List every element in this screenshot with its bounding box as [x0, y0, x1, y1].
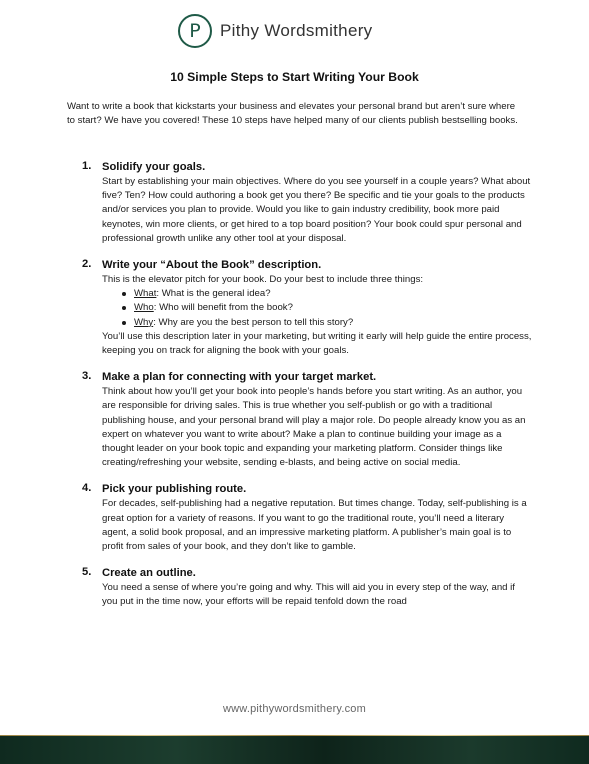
step-number: 2.: [82, 258, 92, 271]
step-title: Solidify your goals.: [102, 161, 206, 173]
bullet-term: What: [134, 288, 157, 300]
logo-icon: [178, 14, 212, 48]
step-number: 5.: [82, 566, 92, 579]
bullet-text: : Who will benefit from the book?: [153, 302, 293, 314]
footer-band: [0, 736, 589, 764]
footer-website-url: www.pithywordsmithery.com: [223, 703, 366, 715]
bullet-item: [122, 316, 532, 330]
bullet-term: Why: [134, 316, 154, 328]
brand-name: Pithy Wordsmithery: [220, 21, 373, 40]
bullet-item: [122, 301, 532, 315]
bullet-term: Who: [134, 302, 154, 314]
step-number: 4.: [82, 482, 92, 495]
step-title: Write your “About the Book” description.: [102, 259, 322, 272]
step-body-after: You’ll use this description later in your marketing, but writing it early will help guide the entire process, keeping you on track for aligning the book with your goals.: [102, 330, 532, 357]
step-body: Think about how you’ll get your book into people’s hands before you start writing. As an author, you are responsible for driving sales. This is true whether you self-publish or go with a traditional publishing house, and your personal brand will play a major role. Do people already know you as an expert on whatever you want to write about? Make a plan to continue building your image as a thought leader on your book topic and expanding your marketing platform. Consider things like creating/refreshing your website, sending e-blasts, and being active on social media.: [102, 386, 526, 469]
step-number: 3.: [82, 370, 92, 383]
step-4: [82, 482, 532, 554]
bullet-text: : Why are you the best person to tell this story?: [153, 316, 354, 328]
step-3: [82, 370, 532, 470]
step-body: This is the elevator pitch for your book. Do your best to include three things:: [102, 274, 424, 286]
bullet-text: : What is the general idea?: [156, 288, 271, 300]
step-1: [82, 160, 532, 246]
step-title: Make a plan for connecting with your target market.: [102, 371, 377, 384]
step-number: 1.: [82, 160, 92, 172]
step-body: You need a sense of where you’re going and why. This will aid you in every step of the way, and if you put in the time now, your efforts will be repaid tenfold down the road: [102, 582, 515, 608]
intro-paragraph: Want to write a book that kickstarts your business and elevates your personal brand but aren’t sure where to start? We have you covered! These 10 steps have helped many of our clients publish bestselling books.: [67, 101, 518, 126]
header: [178, 14, 372, 48]
step-title: Pick your publishing route.: [102, 483, 247, 496]
step-2: [82, 258, 532, 358]
steps-list: [82, 160, 532, 622]
bullet-item: [122, 287, 532, 301]
step-body: Start by establishing your main objectives. Where do you see yourself in a couple years? What about five? Ten? How could authoring a book get you there? Be specific and tie your goals to the products and/or services you plan to provide. Would you like to gain industry credibility, book more paid keynotes, win more clients, or get hired to a top board position? Your book could spur personal and professional growth unlike any other tool at your disposal.: [102, 176, 531, 244]
step-body: For decades, self-publishing had a negative reputation. But times change. Today, self-publishing is a great option for a variety of reasons. If you want to go the traditional route, you’ll need a literary agent, a solid book proposal, and an impressive marketing platform. A publisher’s main goal is to profit from sales of your book, and they don’t like to gamble.: [102, 498, 527, 553]
bullet-list: [102, 287, 532, 330]
step-5: [82, 566, 532, 609]
step-title: Create an outline.: [102, 567, 196, 580]
page-title: 10 Simple Steps to Start Writing Your Book: [170, 70, 419, 84]
logo-letter: P: [189, 19, 201, 42]
